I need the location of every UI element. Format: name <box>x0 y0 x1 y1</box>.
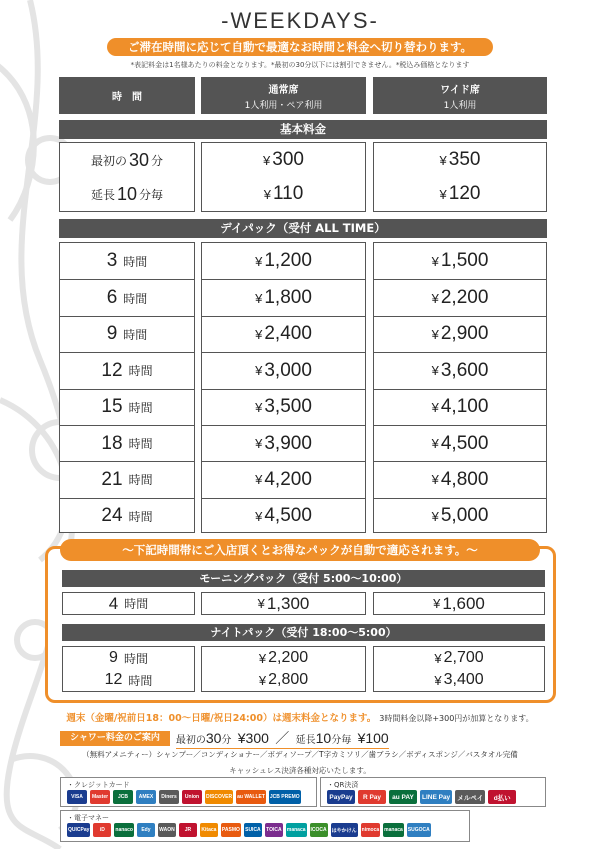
payment-logo: nanaco <box>114 823 134 837</box>
price-value: 3,600 <box>440 359 489 381</box>
yen-sign: ¥ <box>255 290 263 306</box>
shower-sep: ／ <box>275 730 290 746</box>
yen-sign: ¥ <box>255 326 263 342</box>
price-cell <box>202 177 365 211</box>
payment-logo: au WALLET <box>236 790 266 804</box>
daypack-normal-price <box>202 498 365 534</box>
payment-logo: DISCOVER <box>205 790 233 804</box>
hours-num: 18 <box>101 432 123 454</box>
payment-logo: nimoca <box>361 823 381 837</box>
price-cell <box>374 647 544 669</box>
daypack-hours-row <box>60 279 194 315</box>
qr-label: ・QR決済 <box>327 781 359 789</box>
daypack-hours-row <box>60 461 194 497</box>
daypack-title: デイパック（受付 ALL TIME） <box>59 219 547 238</box>
emoney-box <box>60 810 470 842</box>
shower-ext: 延長 <box>295 735 316 746</box>
night-hours-col <box>62 646 195 692</box>
special-packs-title: 〜下記時間帯にご入店頂くとお得なパックが自動で適応されます。〜 <box>60 539 540 561</box>
hours-num: 6 <box>106 287 118 309</box>
yen-sign: ¥ <box>258 672 267 688</box>
payment-logo: TOICA <box>265 823 283 837</box>
daypack-normal-price <box>202 316 365 352</box>
shower-info <box>60 731 545 746</box>
price-value: 110 <box>272 183 304 204</box>
price-value: 2,200 <box>440 287 489 309</box>
payment-logo: manaca <box>286 823 307 837</box>
shower-prices <box>176 728 389 749</box>
payment-logo: d払い <box>488 790 516 804</box>
price-value: 3,000 <box>264 359 312 381</box>
hours-num: 9 <box>109 649 118 666</box>
price-cell <box>202 143 365 177</box>
payment-logo: Master <box>90 790 110 804</box>
hours-unit: 時間 <box>123 651 148 666</box>
qr-logos <box>327 790 516 804</box>
yen-sign: ¥ <box>431 290 439 306</box>
yen-sign: ¥ <box>439 152 447 168</box>
shower-ext-num: 10 <box>315 730 332 746</box>
amenity-note: （無料アメニティー）シャンプー／コンディショナー／ボディソープ／T字カミソリ／歯ブラシ／ボディスポンジ／バスタオル完備 <box>82 750 518 759</box>
shower-first-num: 30 <box>205 730 222 746</box>
basic-first-num: 30 <box>128 149 150 170</box>
daypack-hours-row <box>60 352 194 388</box>
morning-wide-price <box>373 592 545 615</box>
morning-normal-price <box>201 592 366 615</box>
price-cell <box>374 669 544 691</box>
payment-logo: PASMO <box>221 823 241 837</box>
shower-first: 最初の <box>175 735 206 746</box>
daypack-hours-row <box>60 498 194 534</box>
page-title: -WEEKDAYS- <box>221 8 379 33</box>
daypack-wide-col <box>373 242 547 533</box>
night-wide-col <box>373 646 545 692</box>
emoney-logos <box>67 823 431 837</box>
yen-sign: ¥ <box>434 650 442 666</box>
night-hours-row <box>63 669 194 691</box>
shower-ext-price: ¥100 <box>357 730 389 746</box>
auto-switch-banner: ご滞在時間に応じて自動で最適なお時間と料金へ切り替わります。 <box>107 38 493 56</box>
hours-num: 21 <box>101 468 123 490</box>
header-time: 時 間 <box>59 77 195 114</box>
payment-logo: manaca <box>383 823 404 837</box>
hours-unit: 時間 <box>128 400 153 415</box>
yen-sign: ¥ <box>431 436 439 452</box>
credit-logos <box>67 790 301 804</box>
yen-sign: ¥ <box>263 152 271 168</box>
cashless-note: キャッシュレス決済各種対応いたします。 <box>229 766 371 775</box>
night-pack-title: ナイトパック（受付 18:00〜5:00） <box>62 624 545 641</box>
hours-num: 12 <box>104 671 123 688</box>
daypack-normal-price <box>202 352 365 388</box>
payment-logo: SUICA <box>244 823 262 837</box>
price-cell <box>202 669 365 691</box>
basic-row-extension <box>91 177 163 211</box>
price-value: 3,900 <box>264 432 312 454</box>
payment-logo: PayPay <box>327 790 355 804</box>
price-value: 1,600 <box>442 593 485 613</box>
price-cell <box>202 647 365 669</box>
price-value: 120 <box>448 183 481 204</box>
price-value: 4,100 <box>440 396 489 418</box>
price-cell <box>374 143 546 177</box>
hours-num: 12 <box>101 359 123 381</box>
daypack-wide-price <box>374 352 546 388</box>
credit-label: ・クレジットカード <box>67 781 130 789</box>
hours-unit: 時間 <box>123 291 148 306</box>
night-normal-col <box>201 646 366 692</box>
price-value: 1,500 <box>440 250 489 272</box>
payment-logo: Kitaca <box>200 823 218 837</box>
price-value: 3,500 <box>264 396 312 418</box>
yen-sign: ¥ <box>257 596 265 611</box>
payment-logo: VISA <box>67 790 87 804</box>
daypack-hours-row <box>60 316 194 352</box>
price-value: 2,400 <box>264 323 312 345</box>
yen-sign: ¥ <box>431 399 439 415</box>
payment-logo: JCB <box>113 790 133 804</box>
daypack-normal-price <box>202 461 365 497</box>
daypack-normal-price <box>202 425 365 461</box>
credit-card-box <box>60 777 317 807</box>
payment-logo: JCB PREMO <box>269 790 301 804</box>
price-value: 1,300 <box>266 593 310 613</box>
basic-fee-title: 基本料金 <box>59 120 547 139</box>
yen-sign: ¥ <box>255 508 263 524</box>
hours-unit: 時間 <box>123 254 148 269</box>
price-value: 300 <box>272 149 304 170</box>
price-value: 2,700 <box>443 649 484 666</box>
hours-unit: 時間 <box>128 673 153 688</box>
yen-sign: ¥ <box>258 650 267 666</box>
daypack-wide-price <box>374 389 546 425</box>
morning-hours <box>62 592 195 615</box>
payment-logo: AMEX <box>136 790 156 804</box>
basic-first-pre: 最初の <box>90 153 127 168</box>
yen-sign: ¥ <box>431 253 439 269</box>
hours-num: 9 <box>106 323 118 345</box>
yen-sign: ¥ <box>431 472 439 488</box>
hours-unit: 時間 <box>128 437 153 452</box>
payment-logo: Diners <box>159 790 179 804</box>
daypack-wide-price <box>374 425 546 461</box>
shower-tag: シャワー料金のご案内 <box>60 731 170 746</box>
yen-sign: ¥ <box>255 436 263 452</box>
daypack-wide-price <box>374 316 546 352</box>
price-cell <box>374 177 546 211</box>
basic-row-first <box>91 143 163 177</box>
shower-ext-unit: 分毎 <box>331 735 352 746</box>
yen-sign: ¥ <box>263 186 271 202</box>
price-value: 4,500 <box>264 505 312 527</box>
shower-first-price: ¥300 <box>237 730 269 746</box>
yen-sign: ¥ <box>431 326 439 342</box>
price-value: 2,200 <box>268 649 309 666</box>
daypack-normal-col <box>201 242 366 533</box>
daypack-wide-price <box>374 461 546 497</box>
hours-unit: 時間 <box>123 327 148 342</box>
basic-labels <box>59 142 195 212</box>
weekend-sub: 3時間料金以降+300円が加算となります。 <box>379 714 534 723</box>
header-normal-seat: 通常席 1人利用・ペア利用 <box>201 77 366 114</box>
payment-logo: JR <box>179 823 197 837</box>
daypack-wide-price <box>374 243 546 279</box>
daypack-normal-price <box>202 243 365 279</box>
payment-logo: はやかけん <box>331 823 358 837</box>
payment-logo: WAON <box>158 823 176 837</box>
qr-payment-box <box>320 777 546 807</box>
hours-unit: 時間 <box>128 473 153 488</box>
basic-ext-num: 10 <box>116 183 138 204</box>
daypack-normal-price <box>202 389 365 425</box>
yen-sign: ¥ <box>431 363 439 379</box>
payment-logo: Edy <box>137 823 155 837</box>
weekend-note <box>0 710 600 724</box>
hours-unit: 時間 <box>128 364 153 379</box>
price-value: 2,900 <box>440 323 489 345</box>
price-value: 350 <box>448 149 481 170</box>
basic-first-post: 分 <box>151 153 164 168</box>
yen-sign: ¥ <box>255 253 263 269</box>
payment-logo: LINE Pay <box>420 790 452 804</box>
payment-logo: SUGOCA <box>407 823 431 837</box>
daypack-hours-col <box>59 242 195 533</box>
header-wide-seat: ワイド席 1人利用 <box>373 77 547 114</box>
price-value: 3,400 <box>443 671 484 688</box>
weekend-main: 週末（金曜/祝前日18：00〜日曜/祝日24:00）は週末料金となります。 <box>66 713 377 724</box>
basic-wide-prices <box>373 142 547 212</box>
basic-ext-post: 分毎 <box>139 187 164 202</box>
hours-num: 15 <box>101 396 123 418</box>
daypack-hours-row <box>60 425 194 461</box>
daypack-wide-price <box>374 279 546 315</box>
hours-num: 4 <box>108 593 119 613</box>
yen-sign: ¥ <box>434 672 442 688</box>
payment-logo: au PAY <box>389 790 417 804</box>
daypack-hours-row <box>60 389 194 425</box>
yen-sign: ¥ <box>255 472 263 488</box>
basic-normal-prices <box>201 142 366 212</box>
daypack-hours-row <box>60 243 194 279</box>
yen-sign: ¥ <box>255 363 263 379</box>
price-value: 4,500 <box>440 432 489 454</box>
price-value: 1,800 <box>264 287 312 309</box>
yen-sign: ¥ <box>439 186 447 202</box>
hours-unit: 時間 <box>128 509 153 524</box>
basic-ext-pre: 延長 <box>90 187 115 202</box>
emoney-label: ・電子マネー <box>67 814 109 822</box>
night-hours-row <box>63 647 194 669</box>
price-value: 4,200 <box>264 468 312 490</box>
payment-logo: ICOCA <box>310 823 328 837</box>
hours-unit: 時間 <box>124 597 149 611</box>
yen-sign: ¥ <box>255 399 263 415</box>
payment-logo: iD <box>93 823 111 837</box>
daypack-normal-price <box>202 279 365 315</box>
price-value: 5,000 <box>440 505 489 527</box>
price-note: *表記料金は1名様あたりの料金となります。*最初の30分以下には割引できません。*税込み価格となります <box>130 61 470 69</box>
daypack-wide-price <box>374 498 546 534</box>
price-value: 4,800 <box>440 468 489 490</box>
price-value: 2,800 <box>268 671 309 688</box>
price-value: 1,200 <box>264 250 312 272</box>
hours-num: 3 <box>106 250 118 272</box>
payment-logo: QUICPay <box>67 823 90 837</box>
morning-pack-title: モーニングパック（受付 5:00〜10:00） <box>62 570 545 587</box>
payment-logo: Union <box>182 790 202 804</box>
hours-num: 24 <box>101 505 123 527</box>
payment-logo: メルペイ <box>455 790 485 804</box>
shower-first-unit: 分 <box>221 735 232 746</box>
yen-sign: ¥ <box>431 508 439 524</box>
payment-logo: R Pay <box>358 790 386 804</box>
yen-sign: ¥ <box>433 596 441 611</box>
